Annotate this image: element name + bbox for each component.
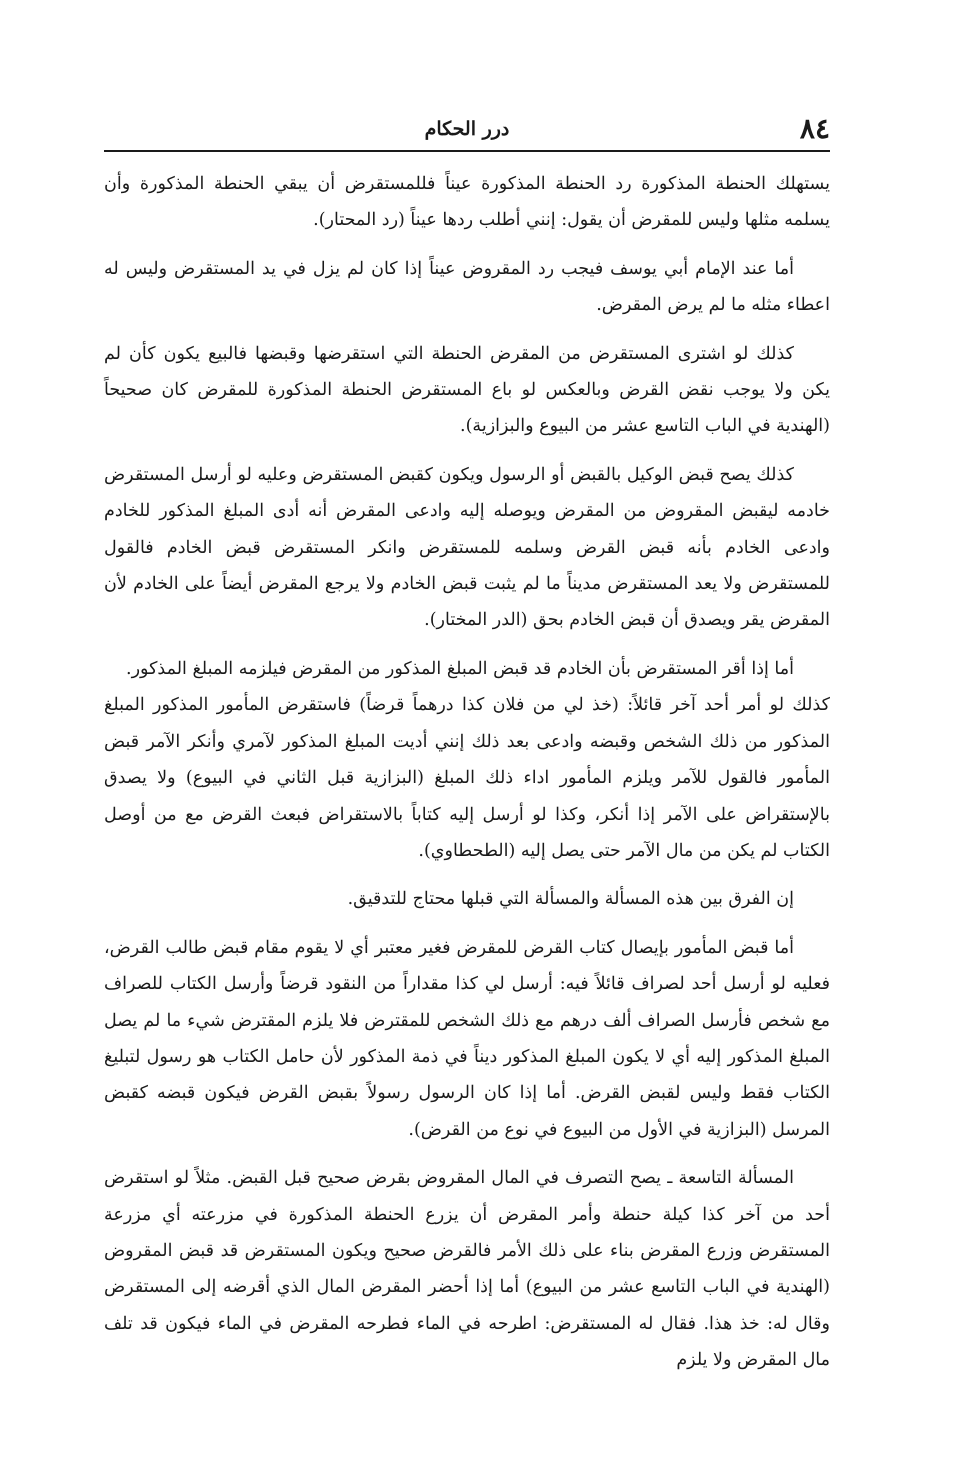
paragraph: أما إذا أقر المستقرض بأن الخادم قد قبض المبلغ المذكور من المقرض فيلزمه المبلغ المذكور. [126, 658, 794, 679]
paragraph: كذلك لو اشترى المستقرض من المقرض الحنطة التي استقرضها وقبضها فالبيع يكون كأن لم يكن ولا يوجب نقض القرض وبالعكس لو باع المستقرض الحنطة المذكورة للمقرض كان صحيحاً (الهندية في الباب التاسع عشر من البيوع والبزازية). [104, 343, 830, 437]
paragraph: كذلك لو أمر أحد آخر قائلاً: (خذ لي من فلان كذا درهماً قرضاً) فاستقرض المأمور المذكور المبلغ المذكور من ذلك الشخص وقبضه وادعى بعد ذلك إنني أديت المبلغ المذكور لآمري وأنكر الآمر قبض المأمور فالقول للآمر ويلزم المأمور اداء ذلك المبلغ (البزازية قبل الثاني في البيوع) ولا يصدق بالإستقراض على الآمر إذا أنكر، وكذا لو أرسل إليه كتاباً بالاستقراض فبعث القرض مع من أوصل الكتاب لم يكن من مال الآمر حتى يصل إليه (الطحطاوي). [104, 695, 830, 861]
paragraph: يستهلك الحنطة المذكورة رد الحنطة المذكورة عيناً فللمستقرض أن يبقي الحنطة المذكورة وأن يسلمه مثلها وليس للمقرض أن يقول: إنني أطلب ردها عيناً (رد المحتار). [104, 174, 830, 231]
paragraph: أما قبض المأمور بإيصال كتاب القرض للمقرض فغير معتبر أي لا يقوم مقام قبض طالب القرض، فعليه لو أرسل أحد لصراف قائلاً فيه: أرسل لي كذا مقداراً من النقود قرضاً وأرسل الكتاب للصراف مع شخص فأرسل الصراف ألف درهم مع ذلك الشخص للمقترض فلا يلزم المقترض شيء ما لم يصل المبلغ المذكور إليه أي لا يكون المبلغ المذكور ديناً في ذمة المذكور لأن حامل الكتاب هو رسول لتبليغ الكتاب فقط وليس لقبض القرض. أما إذا كان الرسول رسولاً بقبض القرض فيكون قبضه كقبض المرسل (البزازية في الأول من البيوع في نوع من القرض). [104, 937, 830, 1140]
page-header [104, 110, 830, 150]
header-rule [104, 150, 830, 152]
paragraph: أما عند الإمام أبي يوسف فيجب رد المقروض عيناً إذا كان لم يزل في يد المستقرض وليس له اعطاء مثله ما لم يرض المقرض. [104, 258, 830, 316]
paragraph: كذلك يصح قبض الوكيل بالقبض أو الرسول ويكون كقبض المستقرض وعليه لو أرسل المستقرض خادمه ليقبض المقروض من المقرض ويوصله إليه وادعى المقرض أنه أدى المبلغ المذكور للخادم وادعى الخادم بأنه قبض القرض وسلمه للمستقرض وانكر المستقرض قبض الخادم فالقول للمستقرض ولا يعد المستقرض مديناً ما لم يثبت قبض الخادم ولا يرجع المقرض أيضاً على الخادم لأن المقرض يقر ويصدق أن قبض الخادم بحق (الدر المختار). [104, 464, 830, 631]
paragraph: إن الفرق بين هذه المسألة والمسألة التي قبلها محتاج للتدقيق. [347, 889, 794, 910]
paragraph: المسألة التاسعة ـ يصح التصرف في المال المقروض بقرض صحيح قبل القبض. مثلاً لو استقرض أحد من آخر كذا كيلة حنطة وأمر المقرض أن يزرع الحنطة المذكورة في مزرعته أي مزرعة المستقرض وزرع المقرض بناء على ذلك الأمر فالقرض صحيح ويكون المستقرض قد قبض المقروض (الهندية في الباب التاسع عشر من البيوع) أما إذا أحضر المقرض المال الذي أقرضه إلى المستقرض وقال له: خذ هذا. فقال له المستقرض: اطرحه في الماء فطرحه المقرض في الماء فيكون قد تلف مال المقرض ولا يلزم [104, 1168, 830, 1371]
running-title: درر الحكام [424, 118, 510, 140]
page-number: ٨٤ [799, 112, 830, 145]
body-text [104, 166, 830, 1391]
